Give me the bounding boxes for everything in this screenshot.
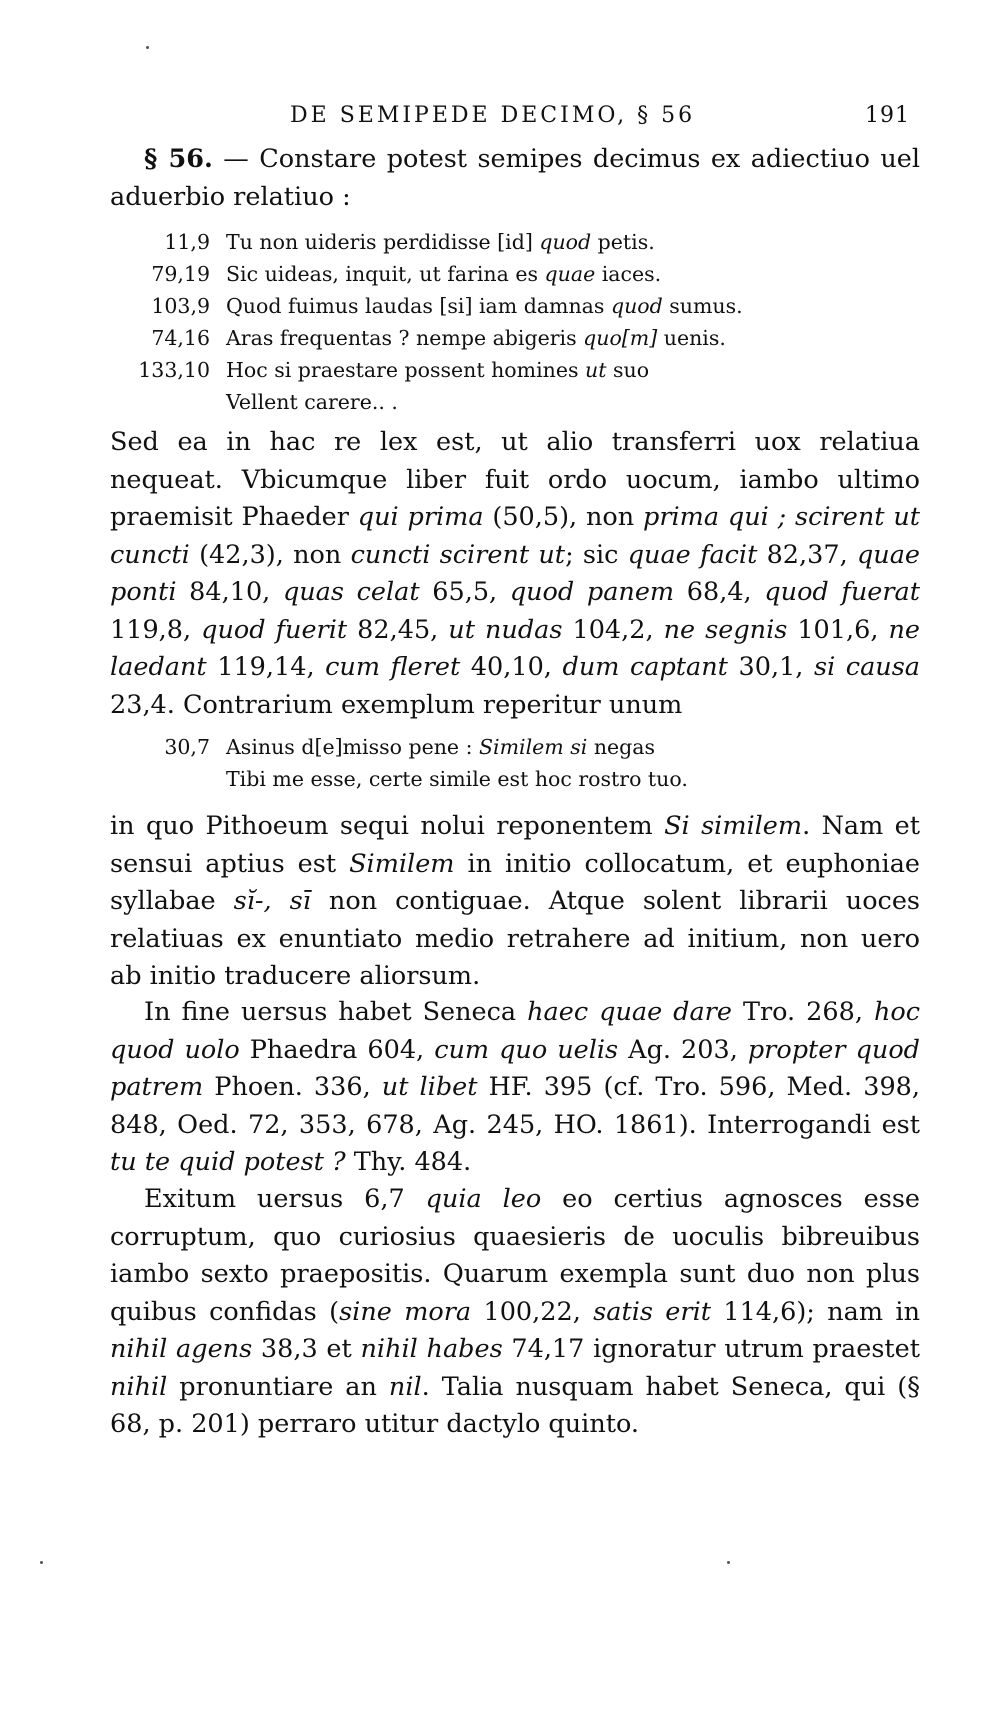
- italic-segment: dum captant: [562, 652, 728, 682]
- italic-segment: sine mora: [339, 1296, 472, 1327]
- italic-segment: quod fuerat: [764, 577, 920, 607]
- paragraph-3: [110, 994, 920, 1182]
- text-segment: iaces.: [595, 262, 662, 286]
- text-segment: Aras frequentas ? nempe abigeris: [226, 326, 584, 350]
- header-title: DE SEMIPEDE DECIMO, § 56: [290, 103, 696, 128]
- text-segment: 119,14,: [206, 652, 326, 682]
- verse-reference: 79,19: [151, 262, 210, 286]
- verse-line: [110, 322, 920, 354]
- text-segment: Asinus d[e]misso pene :: [226, 735, 479, 759]
- verse-reference: 11,9: [164, 230, 210, 254]
- italic-segment: qui prima: [357, 502, 484, 532]
- text-segment: 119,8,: [110, 614, 202, 645]
- italic-segment: quas celat: [282, 577, 420, 607]
- italic-segment: tu te quid potest ?: [110, 1147, 346, 1177]
- paragraph-1: [110, 424, 920, 724]
- verse-reference: 30,7: [164, 735, 210, 759]
- italic-segment: ut libet: [381, 1072, 478, 1102]
- text-segment: Thy. 484.: [345, 1147, 472, 1177]
- verse-text: [226, 731, 920, 763]
- verse-reference: 133,10: [138, 358, 210, 382]
- section-number: § 56.: [144, 144, 213, 174]
- text-segment: non contiguae. Atque solent librarii uoces relatiuas ex enuntiato medio retrahere ad initium, non uero ab initio traducere aliorsum.: [110, 886, 921, 991]
- text-segment: suo: [606, 358, 650, 382]
- verse-line: [110, 290, 920, 322]
- running-header: [290, 103, 910, 133]
- italic-segment: quae facit: [627, 539, 758, 570]
- text-segment: 68,4,: [674, 577, 765, 607]
- text-segment: Exitum uersus 6,7: [144, 1184, 426, 1214]
- italic-segment: nihil: [110, 1371, 168, 1402]
- italic-segment: nihil agens: [110, 1334, 253, 1364]
- verse-reference: 74,16: [151, 326, 210, 350]
- text-segment: pronuntiare an: [167, 1371, 389, 1402]
- verse-line: [110, 258, 920, 290]
- italic-segment: prima qui ; scirent ut cuncti: [110, 502, 920, 570]
- paragraph-3-text: [110, 994, 920, 1182]
- paragraph-2-text: [110, 808, 920, 996]
- italic-segment: si causa: [813, 652, 920, 682]
- italic-segment: quae ponti: [110, 539, 920, 607]
- text-segment: 23,4. Contrarium exemplum reperitur unum: [110, 689, 683, 720]
- text-segment: 114,6); nam in: [711, 1296, 920, 1327]
- text-segment: In fine uersus habet Seneca: [144, 997, 528, 1027]
- paragraph-1-text: [110, 424, 920, 724]
- verse-line: [110, 731, 920, 763]
- italic-segment: hoc quod uolo: [110, 997, 920, 1065]
- text-segment: in quo Pithoeum sequi nolui reponentem: [110, 811, 665, 841]
- italic-segment: quod fuerit: [201, 614, 348, 645]
- italic-segment: Similem: [349, 848, 455, 879]
- verse-text: [226, 258, 920, 290]
- text-segment: uenis.: [657, 326, 726, 350]
- text-segment: Hoc si praestare possent homines: [226, 358, 586, 382]
- italic-segment: quae: [544, 262, 596, 286]
- text-segment: Phaedra 604,: [239, 1034, 435, 1065]
- italic-segment: ne segnis: [663, 614, 788, 645]
- italic-segment: quod panem: [509, 577, 675, 607]
- text-segment: Tibi me esse, certe simile est hoc rostro tuo.: [226, 767, 688, 791]
- verse-reference: 103,9: [151, 294, 210, 318]
- italic-segment: quod: [610, 294, 663, 318]
- italic-segment: nil: [388, 1371, 422, 1402]
- italic-segment: quod: [539, 230, 592, 254]
- text-segment: sumus.: [662, 294, 743, 318]
- verse-text: [226, 226, 920, 258]
- text-segment: . Nam et sensui aptius est: [110, 811, 921, 879]
- text-segment: eo certius agnosces esse corruptum, quo curiosius quaesieris de uoculis bibreuibus iambo sexto praepositis. Quarum exempla sunt duo non plus quibus confidas (: [110, 1184, 921, 1327]
- italic-segment: cuncti scirent ut: [350, 539, 566, 570]
- text-segment: 65,5,: [419, 577, 510, 607]
- text-segment: 84,10,: [176, 577, 283, 607]
- italic-segment: ut nudas: [448, 614, 563, 645]
- section-intro: [110, 141, 920, 216]
- text-segment: 38,3 et: [252, 1334, 361, 1364]
- verse-line: [110, 226, 920, 258]
- text-segment: . Talia nusquam habet Seneca, qui (§ 68, p. 201) perraro utitur dactylo quinto.: [110, 1371, 920, 1439]
- text-segment: ; sic: [565, 539, 628, 570]
- text-segment: 100,22,: [471, 1296, 594, 1327]
- italic-segment: sĭ-, sī: [233, 886, 311, 916]
- text-segment: (42,3), non: [189, 539, 351, 570]
- section-intro-text: — Constare potest semipes decimus ex adiectiuo uel aduerbio relatiuo :: [110, 144, 921, 212]
- verse-text: [226, 322, 920, 354]
- text-segment: in initio collocatum, et euphoniae syllabae: [110, 848, 920, 916]
- italic-segment: nihil habes: [360, 1334, 503, 1364]
- italic-segment: ut: [585, 358, 607, 382]
- verse-quote-1: [110, 226, 920, 418]
- text-segment: Tro. 268,: [731, 997, 874, 1027]
- text-segment: Ag. 203,: [618, 1034, 748, 1065]
- italic-segment: satis erit: [593, 1296, 711, 1327]
- text-segment: Tu non uideris perdidisse [id]: [226, 230, 540, 254]
- verse-quote-2: [110, 731, 920, 795]
- text-segment: Sed ea in hac re lex est, ut alio transferri uox relatiua nequeat. Vbicumque liber fuit ordo uocum, iambo ultimo praemisit Phaeder: [110, 427, 920, 532]
- verse-text: [226, 290, 920, 322]
- italic-segment: cum quo uelis: [434, 1034, 619, 1065]
- italic-segment: Similem si: [479, 735, 588, 759]
- text-segment: 82,45,: [347, 614, 449, 645]
- text-segment: petis.: [591, 230, 655, 254]
- paragraph-4-text: [110, 1181, 920, 1444]
- italic-segment: quia leo: [425, 1184, 542, 1214]
- text-segment: 74,17 ignoratur utrum praestet: [502, 1334, 921, 1364]
- italic-segment: ne laedant: [110, 614, 920, 682]
- italic-segment: cum fleret: [325, 652, 461, 682]
- verse-line: [110, 763, 920, 795]
- verse-text: [226, 354, 920, 386]
- italic-segment: haec quae dare: [527, 997, 732, 1027]
- italic-segment: quo[m]: [583, 326, 658, 350]
- verse-line: [110, 354, 920, 386]
- speck: [727, 1561, 730, 1564]
- verse-line: [110, 386, 920, 418]
- paragraph-4: [110, 1181, 920, 1444]
- italic-segment: Si similem: [664, 811, 803, 841]
- speck: [40, 1561, 43, 1564]
- text-segment: Quod fuimus laudas [si] iam damnas: [226, 294, 611, 318]
- text-segment: Sic uideas, inquit, ut farina es: [226, 262, 545, 286]
- text-segment: 40,10,: [460, 652, 563, 682]
- text-segment: 104,2,: [562, 614, 664, 645]
- text-segment: (50,5), non: [483, 502, 643, 532]
- text-segment: negas: [587, 735, 656, 759]
- speck: [146, 46, 149, 49]
- italic-segment: propter quod patrem: [110, 1034, 921, 1102]
- text-segment: Phoen. 336,: [203, 1072, 382, 1102]
- paragraph-2: [110, 808, 920, 996]
- text-segment: 30,1,: [727, 652, 814, 682]
- page-number: 191: [865, 103, 910, 128]
- text-segment: 82,37,: [757, 539, 857, 570]
- text-segment: Vellent carere.. .: [226, 390, 398, 414]
- text-segment: 101,6,: [787, 614, 889, 645]
- text-segment: HF. 395 (cf. Tro. 596, Med. 398, 848, Oed. 72, 353, 678, Ag. 245, HO. 1861). Interrogandi est: [110, 1072, 920, 1140]
